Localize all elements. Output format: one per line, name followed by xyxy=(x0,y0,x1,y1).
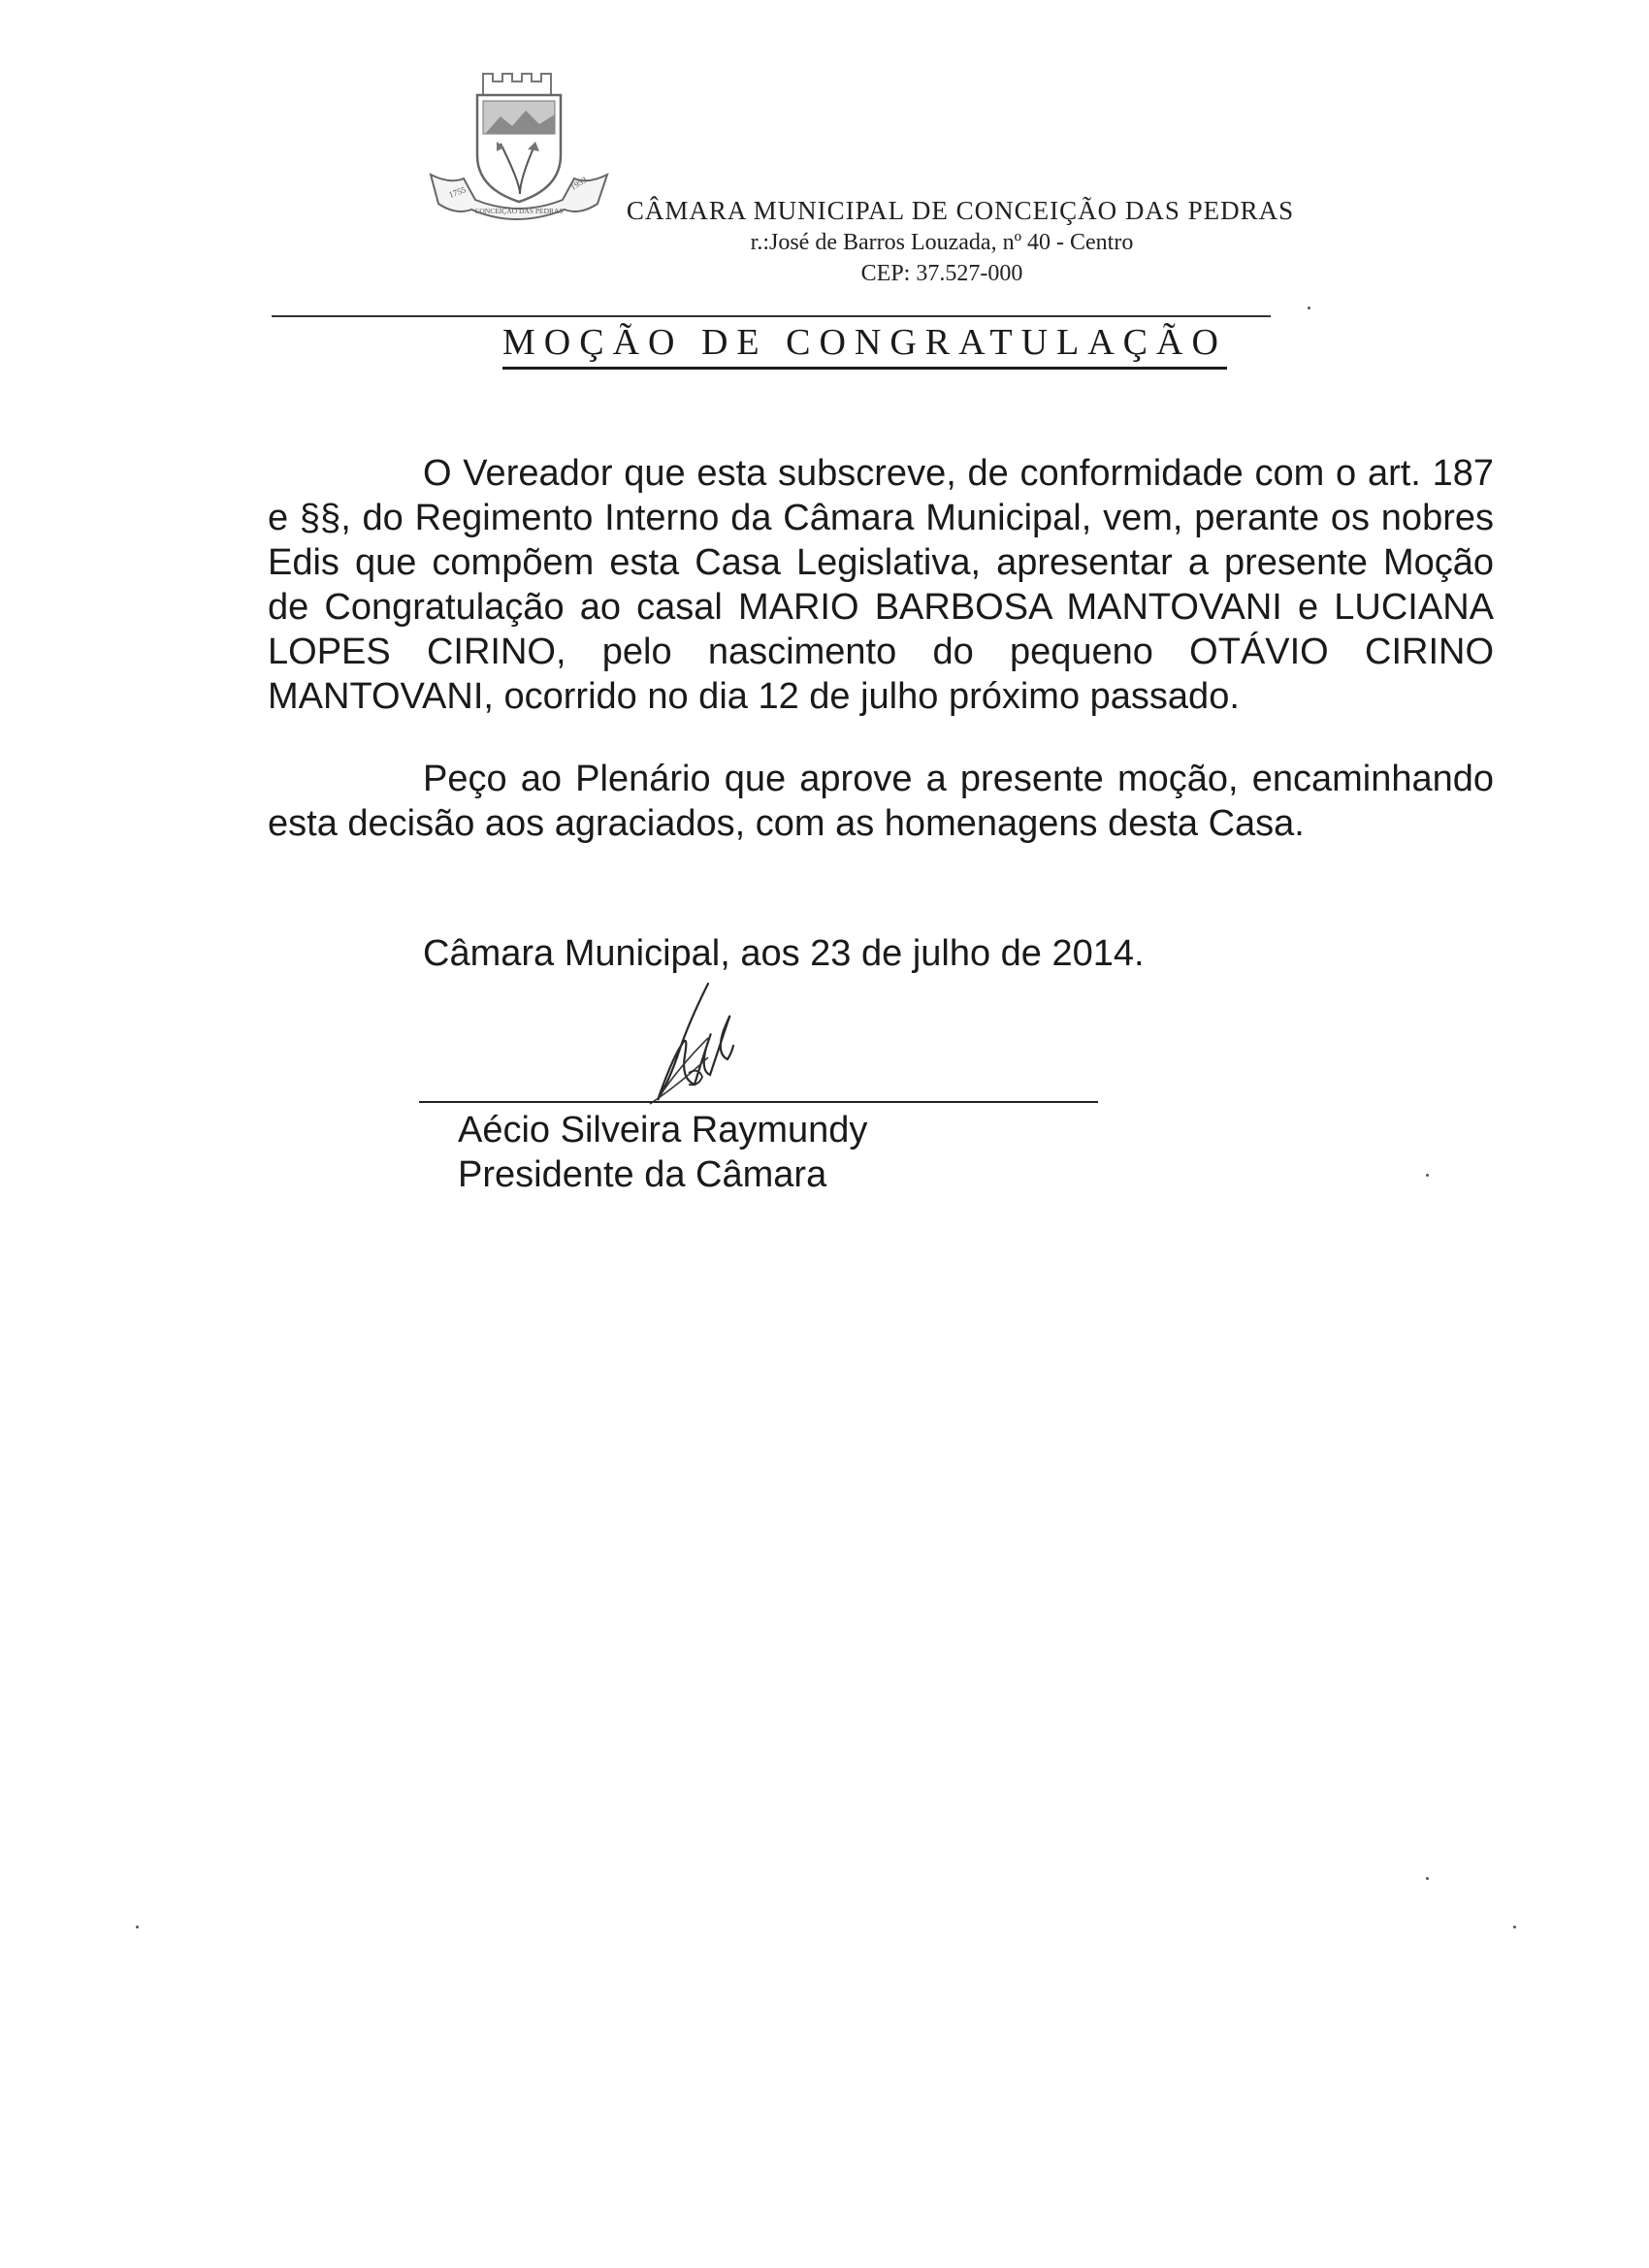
signature-line xyxy=(419,1101,1098,1103)
municipal-crest-icon xyxy=(427,66,611,231)
handwritten-signature-icon xyxy=(621,980,757,1125)
document-title: MOÇÃO DE CONGRATULAÇÃO xyxy=(502,320,1227,370)
organization-name: CÂMARA MUNICIPAL DE CONCEIÇÃO DAS PEDRAS xyxy=(626,196,1295,225)
scan-speck xyxy=(1308,307,1310,309)
scan-speck xyxy=(1426,1877,1429,1880)
scan-speck xyxy=(1513,1926,1516,1928)
signer-title: Presidente da Câmara xyxy=(458,1154,827,1195)
crest-ribbon-name: CONCEIÇÃO DAS PEDRAS xyxy=(474,207,564,215)
organization-postal-code: CEP: 37.527-000 xyxy=(860,261,1023,286)
body-paragraph-2: Peço ao Plenário que aprove a presente moção, encaminhando esta decisão aos agraciados, com as homenagens desta Casa. xyxy=(268,759,1494,844)
header-divider xyxy=(272,315,1271,317)
scan-speck xyxy=(1426,1174,1429,1177)
letterhead xyxy=(601,194,1300,289)
signer-name: Aécio Silveira Raymundy xyxy=(458,1110,868,1150)
crest-ribbon-year-right: 1953 xyxy=(568,175,589,192)
scan-speck xyxy=(136,1926,139,1928)
dateline: Câmara Municipal, aos 23 de julho de 2014. xyxy=(423,933,1145,974)
organization-address: r.:José de Barros Louzada, nº 40 - Centro xyxy=(750,230,1134,255)
crest-ribbon-year-left: 1755 xyxy=(447,184,468,200)
body-paragraph-1: O Vereador que esta subscreve, de conformidade com o art. 187 e §§, do Regimento Interno da Câmara Municipal, vem, perante os nobres Edis que compõem esta Casa Legislativa, apresentar a presente Moção de Congratulação ao casal MARIO BARBOSA MANTOVANI e LUCIANA LOPES CIRINO, pelo nascimento do pequeno OTÁVIO CIRINO MANTOVANI, ocorrido no dia 12 de julho próximo passado. xyxy=(268,453,1494,717)
signer-block xyxy=(458,1108,867,1197)
